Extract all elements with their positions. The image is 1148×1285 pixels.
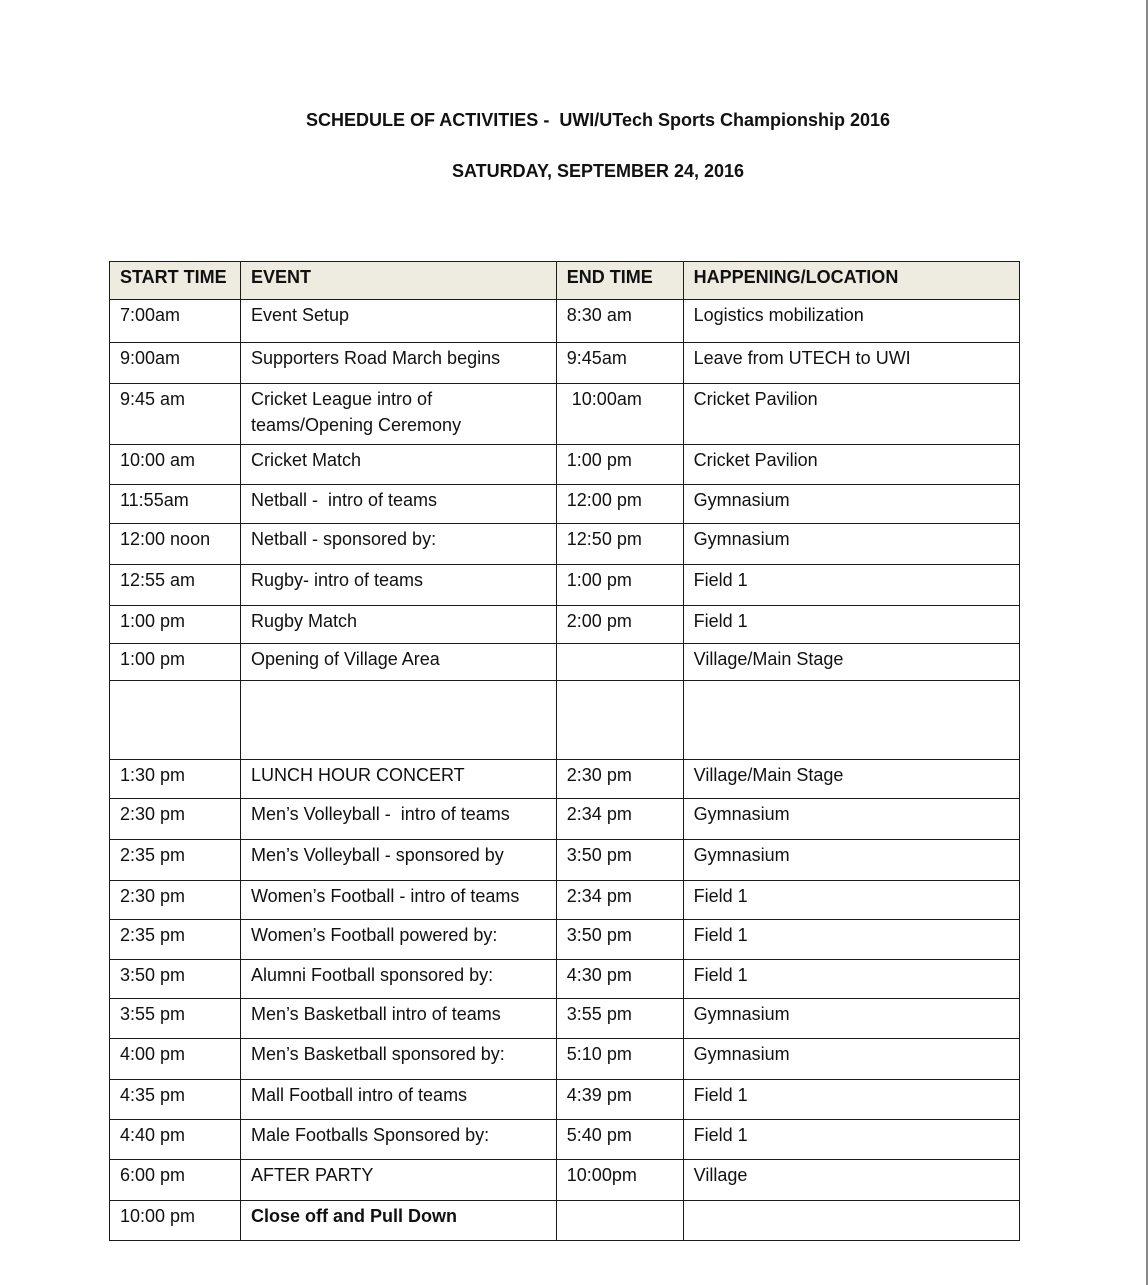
end-time-cell: 4:30 pm [556,960,683,999]
start-time-cell: 3:55 pm [110,999,241,1039]
header-location: HAPPENING/LOCATION [683,262,1019,300]
start-time-cell: 2:30 pm [110,881,241,920]
end-time-cell: 2:00 pm [556,606,683,644]
start-time-cell: 6:00 pm [110,1160,241,1201]
start-time-cell: 9:00am [110,343,241,384]
table-row [110,606,1020,644]
table-row [110,840,1020,881]
end-time-cell: 5:40 pm [556,1120,683,1160]
start-time-cell [110,681,241,760]
location-cell: Logistics mobilization [683,300,1019,343]
table-row [110,644,1020,681]
table-row [110,1080,1020,1120]
table-row [110,920,1020,960]
end-time-cell: 2:30 pm [556,760,683,799]
end-time-cell [556,1201,683,1241]
event-cell: Netball - intro of teams [240,485,556,524]
end-time-cell: 10:00pm [556,1160,683,1201]
event-cell: Women’s Football powered by: [240,920,556,960]
location-cell: Field 1 [683,1120,1019,1160]
event-cell: Netball - sponsored by: [240,524,556,565]
start-time-cell: 3:50 pm [110,960,241,999]
location-cell: Field 1 [683,960,1019,999]
location-cell [683,1201,1019,1241]
location-cell: Gymnasium [683,485,1019,524]
location-cell: Cricket Pavilion [683,445,1019,485]
table-row [110,300,1020,343]
event-cell: Close off and Pull Down [240,1201,556,1241]
location-cell: Field 1 [683,565,1019,606]
event-cell: Event Setup [240,300,556,343]
event-cell: Opening of Village Area [240,644,556,681]
start-time-cell: 1:00 pm [110,644,241,681]
start-time-cell: 1:00 pm [110,606,241,644]
location-cell: Field 1 [683,1080,1019,1120]
start-time-cell: 4:35 pm [110,1080,241,1120]
event-cell: Men’s Basketball sponsored by: [240,1039,556,1080]
end-time-cell: 1:00 pm [556,445,683,485]
header-event: EVENT [240,262,556,300]
event-cell: Women’s Football - intro of teams [240,881,556,920]
end-time-cell: 10:00am [556,384,683,445]
end-time-cell: 3:55 pm [556,999,683,1039]
end-time-cell: 5:10 pm [556,1039,683,1080]
event-cell: Cricket League intro of teams/Opening Ceremony [240,384,556,445]
start-time-cell: 11:55am [110,485,241,524]
start-time-cell: 2:30 pm [110,799,241,840]
start-time-cell: 2:35 pm [110,840,241,881]
table-row-empty [110,681,1020,760]
end-time-cell: 2:34 pm [556,799,683,840]
table-row [110,565,1020,606]
location-cell: Village/Main Stage [683,644,1019,681]
location-cell: Village [683,1160,1019,1201]
event-cell: Mall Football intro of teams [240,1080,556,1120]
location-cell: Village/Main Stage [683,760,1019,799]
table-row [110,999,1020,1039]
location-cell: Gymnasium [683,1039,1019,1080]
event-cell: Alumni Football sponsored by: [240,960,556,999]
end-time-cell: 3:50 pm [556,920,683,960]
start-time-cell: 7:00am [110,300,241,343]
table-row [110,1120,1020,1160]
location-cell: Gymnasium [683,840,1019,881]
location-cell: Leave from UTECH to UWI [683,343,1019,384]
start-time-cell: 12:55 am [110,565,241,606]
location-cell: Gymnasium [683,524,1019,565]
location-cell: Field 1 [683,920,1019,960]
event-cell: Men’s Volleyball - intro of teams [240,799,556,840]
end-time-cell: 3:50 pm [556,840,683,881]
table-row [110,1039,1020,1080]
event-cell: Men’s Basketball intro of teams [240,999,556,1039]
start-time-cell: 10:00 pm [110,1201,241,1241]
location-cell: Field 1 [683,606,1019,644]
start-time-cell: 1:30 pm [110,760,241,799]
event-cell: LUNCH HOUR CONCERT [240,760,556,799]
table-row [110,445,1020,485]
event-cell: Rugby Match [240,606,556,644]
table-row [110,881,1020,920]
start-time-cell: 2:35 pm [110,920,241,960]
header-end-time: END TIME [556,262,683,300]
end-time-cell [556,681,683,760]
document-date: SATURDAY, SEPTEMBER 24, 2016 [451,161,745,181]
location-cell: Gymnasium [683,999,1019,1039]
table-row [110,485,1020,524]
event-cell: AFTER PARTY [240,1160,556,1201]
document-title: SCHEDULE OF ACTIVITIES - UWI/UTech Sports Championship 2016 [305,110,891,130]
event-cell [240,681,556,760]
table-row [110,1201,1020,1241]
end-time-cell: 4:39 pm [556,1080,683,1120]
table-row [110,524,1020,565]
event-cell: Male Footballs Sponsored by: [240,1120,556,1160]
location-cell: Field 1 [683,881,1019,920]
end-time-cell: 1:00 pm [556,565,683,606]
start-time-cell: 12:00 noon [110,524,241,565]
event-cell: Men’s Volleyball - sponsored by [240,840,556,881]
end-time-cell: 12:50 pm [556,524,683,565]
end-time-cell: 9:45am [556,343,683,384]
event-cell: Rugby- intro of teams [240,565,556,606]
location-cell: Gymnasium [683,799,1019,840]
end-time-cell: 8:30 am [556,300,683,343]
start-time-cell: 9:45 am [110,384,241,445]
header-row [110,262,1020,300]
start-time-cell: 4:40 pm [110,1120,241,1160]
table-row [110,343,1020,384]
end-time-cell: 12:00 pm [556,485,683,524]
table-row [110,799,1020,840]
event-cell: Cricket Match [240,445,556,485]
table-row [110,760,1020,799]
event-cell: Supporters Road March begins [240,343,556,384]
start-time-cell: 4:00 pm [110,1039,241,1080]
table-row [110,1160,1020,1201]
start-time-cell: 10:00 am [110,445,241,485]
end-time-cell: 2:34 pm [556,881,683,920]
end-time-cell [556,644,683,681]
location-cell [683,681,1019,760]
table-row [110,384,1020,445]
header-start-time: START TIME [110,262,241,300]
schedule-table [109,261,1020,1241]
location-cell: Cricket Pavilion [683,384,1019,445]
table-row [110,960,1020,999]
